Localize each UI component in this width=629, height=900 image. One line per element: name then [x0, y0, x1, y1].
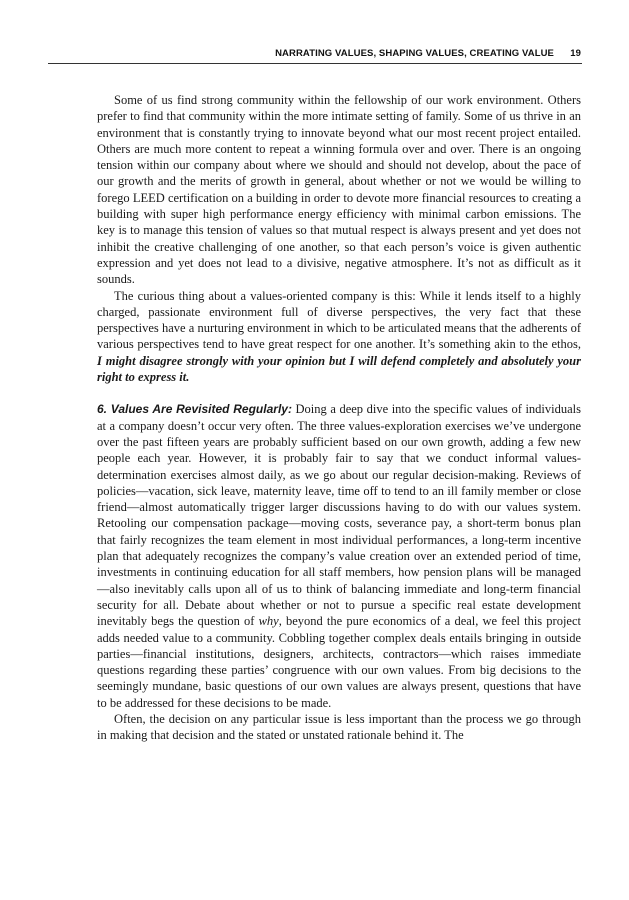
paragraph-1: Some of us find strong community within the fellowship of our work environment. Others prefer to find that community within the more intimate setting of family. Some of us thrive in an environment that is constantly trying to innovate beyond what our most recent project entailed. Others are much more content to repeat a winning formula over and over. There is an ongoing tension within our company about where we should and should not develop, about the pace of our growth and the merits of growth in general, about whether or not we would be willing to forego LEED certification on a building in order to devote more financial resources to creating a building with super high performance energy efficiency with minimal carbon emissions. The key is to manage this tension of values so that mutual respect is always present and yet does not inhibit the creative challenging of one another, so that each person’s voice is given authentic expression and yet does not lead to a divisive, negative atmosphere. It’s not as difficult as it sounds.: [97, 93, 581, 287]
paragraph-4: Often, the decision on any particular issue is less important than the process we go through in making that decision and the stated or unstated rationale behind it. The: [97, 711, 581, 743]
running-header: [48, 45, 582, 64]
paragraph-3-part-1: Doing a deep dive into the specific values of individuals at a company doesn’t occur very often. The three values-exploration exercises we’ve undergone over the past fifteen years are probably sufficient based on our own growth, adding a few new people each year. However, it is probably fair to say that we conduct informal values-determination exercises almost daily, as we go about our regular decision-making. Reviews of policies—vacation, sick leave, maternity leave, time off to tend to an ill family member or close friend—almost automatically trigger larger discussions having to do with our values system. Retooling our compensation package—moving costs, severance pay, a short-term bonus plan that fairly recognizes the team element in most individual performances, a long-term incentive plan that adequately recognizes the company’s value creation over an extended period of time, investments in continuing education for all staff members, how pension plans will be managed—also inevitably calls upon all of us to think of balancing immediate and long-term financial security for all. Debate about whether or not to pursue a specific real estate development inevitably begs the question of: [97, 402, 582, 629]
body-text: [97, 92, 581, 744]
section-heading: 6. Values Are Revisited Regularly:: [97, 402, 292, 417]
paragraph-2: [97, 288, 581, 386]
running-header-title: NARRATING VALUES, SHAPING VALUES, CREATING VALUE: [275, 48, 554, 59]
paragraph-2-emphasis: I might disagree strongly with your opinion but I will defend completely and absolutely your right to express it.: [97, 353, 581, 385]
paragraph-3-italic-word: why: [258, 614, 279, 629]
paragraph-3-part-2: , beyond the pure economics of a deal, we feel this project adds needed value to a community. Cobbling together complex deals entails bringing in outside parties—financial institutions, designers, architects, contractors—which raises immediate questions regarding these parties’ congruence with our own values. From big decisions to the seemingly mundane, basic questions of our own values are always present, questions that have to be addressed for these decisions to be made.: [97, 614, 581, 710]
page-number: 19: [570, 48, 581, 59]
paragraph-2-text: The curious thing about a values-oriented company is this: While it lends itself to a highly charged, passionate environment full of diverse perspectives, the very fact that these perspectives have a nurturing environment in which to be articulated means that the adherents of various perspectives tend to have great respect for one another. It’s something akin to the ethos,: [97, 288, 581, 352]
paragraph-3: [97, 401, 581, 711]
